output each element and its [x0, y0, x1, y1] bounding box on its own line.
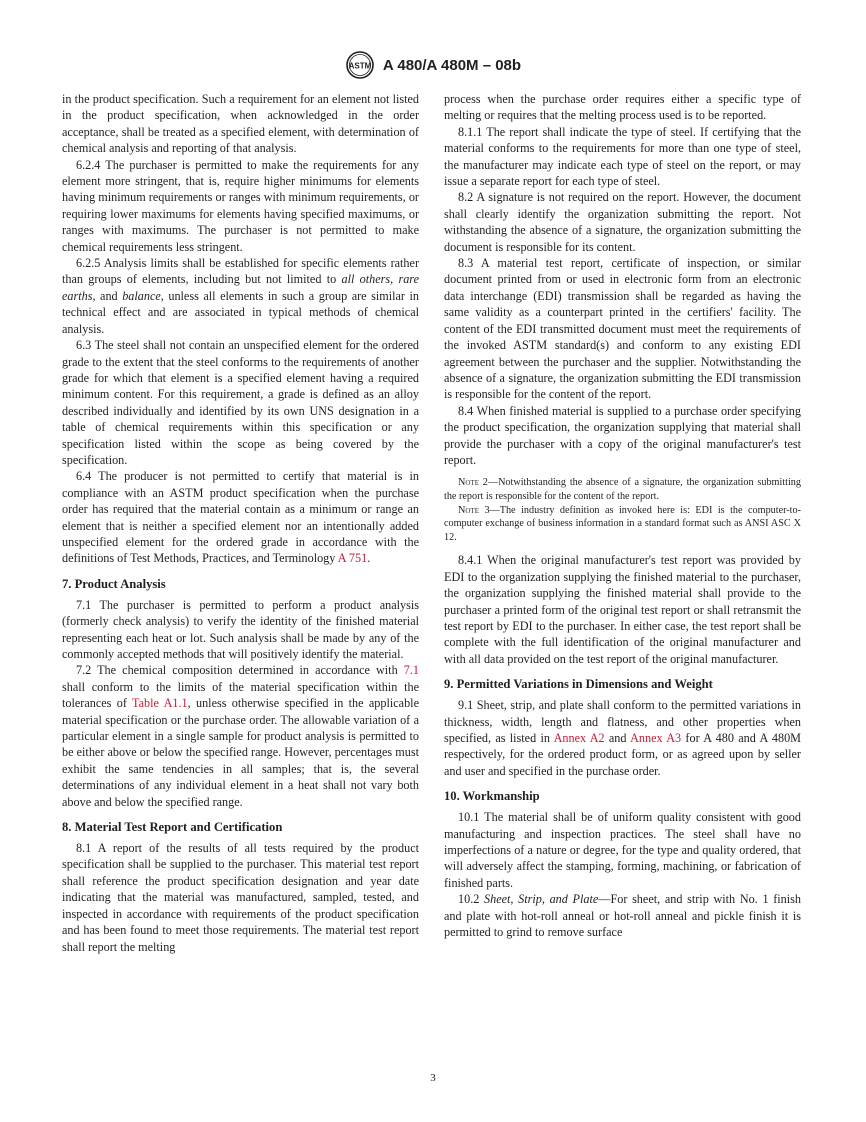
paragraph-8-1-1: 8.1.1 The report shall indicate the type of steel. If certifying that the material conforms to the requirements for more than one type of steel, the manufacturer may indicate each type of steel on the report, or may issue a separate report for each type of steel. — [444, 124, 801, 189]
paragraph-10-2: 10.2 Sheet, Strip, and Plate—For sheet, and strip with No. 1 finish and plate with hot-roll anneal or hot-roll anneal and pickle finish it is permitted to grind to remove surface — [444, 892, 801, 940]
link-a751[interactable]: A 751 — [337, 551, 368, 566]
right-column — [444, 91, 801, 940]
paragraph-6-3: 6.3 The steel shall not contain an unspecified element for the ordered grade to the extent that the steel conforms to the requirements of another grade for which that element is a specified element having a required minimum content. For this requirement, a grade is defined as an alloy described individually and identified by its own UNS designation in a table of chemical requirements within this specification or any specification listed within the scope as being covered by the specification. — [62, 338, 419, 467]
left-column — [62, 91, 419, 955]
paragraph-8-2: 8.2 A signature is not required on the report. However, the document shall clearly identify the organization submitting the report. Not withstanding the absence of a signature, the organization submitting the document is responsible for its content. — [444, 190, 801, 254]
heading-section-8: 8. Material Test Report and Certification — [62, 820, 283, 835]
link-annex-a2[interactable]: Annex A2 — [553, 730, 605, 745]
heading-section-10: 10. Workmanship — [444, 789, 540, 804]
astm-logo-icon — [345, 50, 375, 80]
paragraph-continued: in the product specification. Such a requirement for an element not listed in the product specification, when acknowledged in the order acceptance, shall be treated as a specified element, with determination of chemical analysis and reporting of that analysis. — [62, 92, 419, 156]
paragraph-7-2: 7.2 The chemical composition determined in accordance with 7.1 shall conform to the limits of the material specification within the tolerances of Table A1.1, unless otherwise specified in the applicable material specification or the purchase order. The allowable variation of a particular element in a single sample for product analysis is permitted to be either above or below the specified range. However, percentages must exhibit the same tendencies in all samples; that is, the several determinations of any individual element in a heat shall not vary both above and below the specified range. — [62, 663, 419, 809]
page-number: 3 — [430, 1072, 436, 1084]
paragraph-7-1: 7.1 The purchaser is permitted to perform a product analysis (formerly check analysis) to verify the identity of the finished material representing each heat or lot. Such analysis shall be made by any of the commonly accepted methods that will positively identify the material. — [62, 597, 419, 661]
note-2: Note 2—Notwithstanding the absence of a signature, the organization submitting the report is responsible for the content of the report. — [444, 477, 801, 502]
paragraph-8-4-1: 8.4.1 When the original manufacturer's test report was provided by EDI to the organization supplying the finished material to the purchaser, the organization supplying the finished material shall provide to the purchaser a printed form of the original test report or shall retransmit the test report by EDI to the purchaser. In either case, the test report shall be complete with the full identification of the original manufacturer and with all data provided on the test report of the original manufacturer. — [444, 553, 801, 666]
link-table-a1-1[interactable]: Table A1.1 — [132, 696, 188, 711]
heading-section-9: 9. Permitted Variations in Dimensions and Weight — [444, 677, 713, 692]
paragraph-8-1: 8.1 A report of the results of all tests required by the product specification shall be supplied to the purchaser. This material test report shall reference the product specification designation and year date indicating that the material was manufactured, sampled, tested, and inspected in accordance with requirements of the product specification and has been found to meet those requirements. The material test report shall report the melting — [62, 841, 419, 954]
paragraph-6-4: 6.4 The producer is not permitted to certify that material is in compliance with an ASTM product specification when the purchase order has required that the material contain as a minimum or range an element that is neither a specified element nor an intentionally added unspecified element for the ordered grade in accordance with the definitions of Test Methods, Practices, and Terminology A 751. — [62, 469, 419, 566]
paragraph-continued: process when the purchase order requires either a specific type of melting or requires that the melting process used is to be reported. — [444, 92, 801, 123]
paragraph-8-3: 8.3 A material test report, certificate of inspection, or similar document printed from or used in electronic form from an electronic data interchange (EDI) transmission shall be regarded as having the same validity as a counterpart printed in the certifiers' facility. The content of the EDI transmitted document must meet the requirements of the invoked ASTM standard(s) and conform to any existing EDI agreement between the purchaser and the supplier. Notwithstanding the absence of a signature, the organization submitting the EDI transmission is responsible for the content of the report. — [444, 256, 801, 402]
document-designation: A 480/A 480M – 08b — [382, 56, 522, 74]
svg-text:ASTM: ASTM — [348, 61, 372, 71]
note-3: Note 3—The industry definition as invoked here is: EDI is the computer-to-computer exchange of business information in a standard format such as ANSI ASC X 12. — [444, 504, 802, 543]
heading-section-7: 7. Product Analysis — [62, 576, 166, 591]
link-annex-a3[interactable]: Annex A3 — [630, 730, 682, 745]
paragraph-6-2-4: 6.2.4 The purchaser is permitted to make the requirements for any element more stringent, that is, require higher minimums for elements having minimum requirements or ranges with minimum requirements, or requiring lower maximums for elements having specified maximums, or ranges with maximums. The purchaser is not permitted to make chemical requirements less stringent. — [62, 157, 419, 254]
paragraph-8-4: 8.4 When finished material is supplied to a purchase order specifying the product specification, the organization supplying that material shall provide the purchaser with a copy of the original manufacturer's test report. — [444, 403, 801, 467]
paragraph-10-1: 10.1 The material shall be of uniform quality consistent with good manufacturing and inspection practices. The steel shall have no imperfections of a nature or degree, for the type and quality ordered, that will adversely affect the stamping, forming, machining, or fabrication of finished parts. — [444, 810, 801, 890]
link-7-1[interactable]: 7.1 — [403, 663, 419, 678]
paragraph-9-1: 9.1 Sheet, strip, and plate shall conform to the permitted variations in thickness, width, length and flatness, and other properties when specified, as listed in Annex A2 and Annex A3 for A 480 and A 480M respectively, for the ordered product form, or as agreed upon by seller and user and specified in the purchase order. — [444, 698, 801, 778]
paragraph-6-2-5: 6.2.5 Analysis limits shall be established for specific elements rather than groups of elements, including but not limited to all others, rare earths, and balance, unless all elements in such a group are similar in technical effect and are associated in typical methods of chemical analysis. — [62, 256, 419, 336]
page-header — [0, 50, 866, 80]
